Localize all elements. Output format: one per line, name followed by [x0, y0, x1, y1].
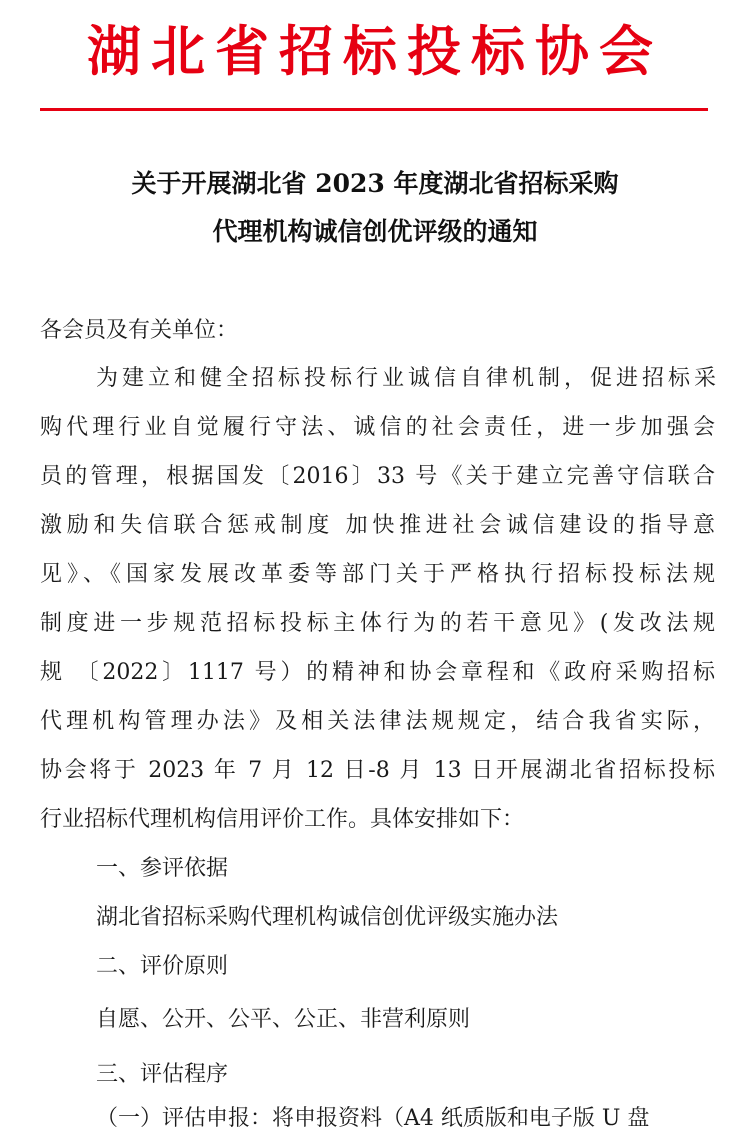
- letterhead-red-rule: [40, 108, 708, 111]
- letterhead-org-name: 湖北省招标投标协会: [87, 20, 663, 83]
- section-heading: 二、评价原则: [96, 954, 229, 979]
- body-paragraph-line: 激励和失信联合惩戒制度 加快推进社会诚信建设的指导意: [40, 513, 715, 538]
- section-heading: 一、参评依据: [96, 856, 229, 881]
- section-heading: 三、评估程序: [96, 1062, 229, 1087]
- section-text: 湖北省招标采购代理机构诚信创优评级实施办法: [96, 905, 559, 930]
- document-title-line-2: 代理机构诚信创优评级的通知: [212, 217, 538, 246]
- body-paragraph-line: 行业招标代理机构信用评价工作。具体安排如下：: [40, 807, 525, 832]
- section-text: （一）评估申报：将申报资料（A4 纸质版和电子版 U 盘: [96, 1106, 650, 1131]
- body-paragraph-line: 见》、《国家发展改革委等部门关于严格执行招标投标法规: [40, 562, 715, 587]
- body-paragraph-line: 购代理行业自觉履行守法、诚信的社会责任，进一步加强会: [40, 415, 715, 440]
- document-title-line-1: 关于开展湖北省 2023 年度湖北省招标采购: [131, 169, 619, 198]
- body-paragraph-line: 规 〔2022〕1117 号）的精神和协会章程和《政府采购招标: [40, 660, 715, 685]
- body-paragraph-line: 代理机构管理办法》及相关法律法规规定，结合我省实际，: [40, 709, 715, 734]
- body-paragraph-line: 员的管理，根据国发〔2016〕33 号《关于建立完善守信联合: [40, 464, 715, 489]
- body-paragraph-line: 为建立和健全招标投标行业诚信自律机制，促进招标采: [96, 366, 716, 391]
- salutation: 各会员及有关单位：: [40, 318, 239, 343]
- section-text: 自愿、公开、公平、公正、非营利原则: [96, 1007, 471, 1032]
- body-paragraph-line: 协会将于 2023 年 7 月 12 日-8 月 13 日开展湖北省招标投标: [40, 758, 715, 783]
- body-paragraph-line: 制度进一步规范招标投标主体行为的若干意见》(发改法规: [40, 611, 715, 636]
